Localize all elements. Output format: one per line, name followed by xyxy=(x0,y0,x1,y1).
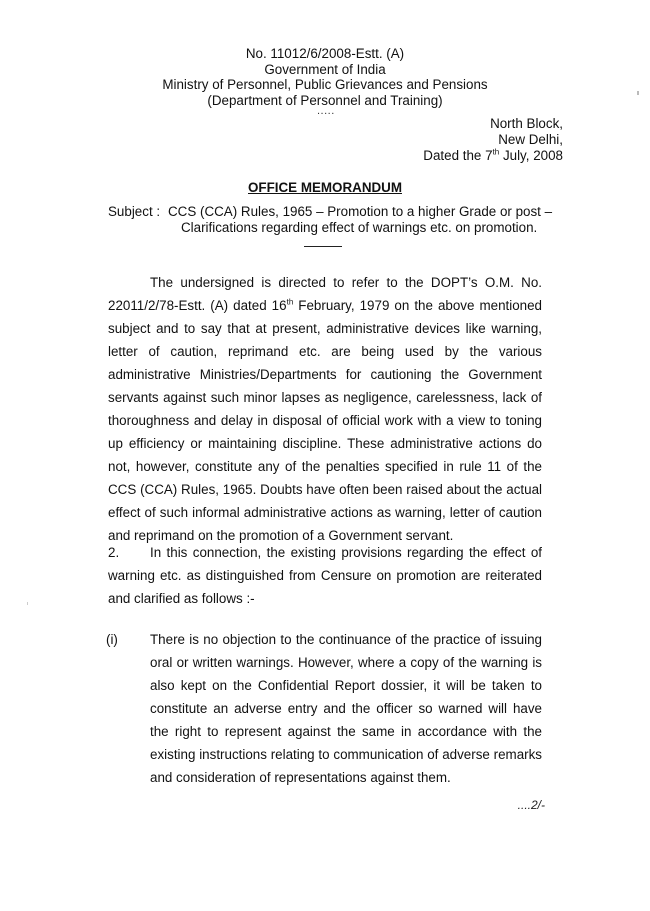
divider xyxy=(304,246,342,247)
paragraph-number: 2. xyxy=(108,545,120,560)
subject-line-1: CCS (CCA) Rules, 1965 – Promotion to a higher Grade or post – xyxy=(168,204,553,219)
department-name: (Department of Personnel and Training) xyxy=(207,92,443,108)
ministry-name: Ministry of Personnel, Public Grievances and Pensions xyxy=(162,77,488,92)
subject-label: Subject : xyxy=(108,204,161,219)
date-ordinal: th xyxy=(492,147,500,157)
scan-speck xyxy=(27,602,28,605)
paragraph-1 xyxy=(108,271,542,547)
paragraph-1-text: The undersigned is directed to refer to the DOPT’s O.M. No. 22011/2/78-Estt. (A) dated 16 xyxy=(108,275,542,313)
page-continuation: ....2/- xyxy=(517,798,545,812)
letterhead xyxy=(0,46,650,108)
ordinal-suffix: th xyxy=(286,297,294,307)
government-name: Government of India xyxy=(264,61,386,77)
date-prefix: Dated the 7 xyxy=(423,148,493,163)
paragraph-2 xyxy=(108,541,542,610)
address-line-2: New Delhi, xyxy=(498,132,563,147)
item-text: There is no objection to the continuance of the practice of issuing oral or written warnings. However, where a copy of the warning is also kept on the Confidential Report dossier, it will be taken to constitute an adverse entry and the officer so warned will have the right to represent against the same in accordance with the existing instructions relating to communication of adverse remarks and consideration of representations against them. xyxy=(150,632,542,785)
date-suffix: July, 2008 xyxy=(499,148,563,163)
paragraph-2-text: In this connection, the existing provisions regarding the effect of warning etc. as distinguished from Censure on promotion are reiterated and clarified as follows :- xyxy=(108,545,542,606)
list-item xyxy=(106,628,542,789)
place-and-date xyxy=(423,116,563,164)
header-separator: ..... xyxy=(317,105,335,117)
memo-date xyxy=(423,148,563,164)
subject-line-2: Clarifications regarding effect of warnings etc. on promotion. xyxy=(181,220,538,235)
memo-title: OFFICE MEMORANDUM xyxy=(248,180,402,195)
item-number: (i) xyxy=(106,632,118,647)
file-number: No. 11012/6/2008-Estt. (A) xyxy=(245,46,405,61)
paragraph-1-text-cont: February, 1979 on the above mentioned subject and to say that at present, administrative devices like warning, letter of caution, reprimand etc. are being used by the various administrative Ministries/Departments for cautioning the Government servants against such minor lapses as negligence, carelessness, lack of thoroughness and delay in disposal of official work with a view to toning up efficiency or maintaining discipline. These administrative actions do not, however, constitute any of the penalties specified in rule 11 of the CCS (CCA) Rules, 1965. Doubts have often been raised about the actual effect of such informal administrative actions as warning, letter of caution and reprimand on the promotion of a Government servant. xyxy=(108,298,543,543)
address-line-1: North Block, xyxy=(490,116,563,131)
